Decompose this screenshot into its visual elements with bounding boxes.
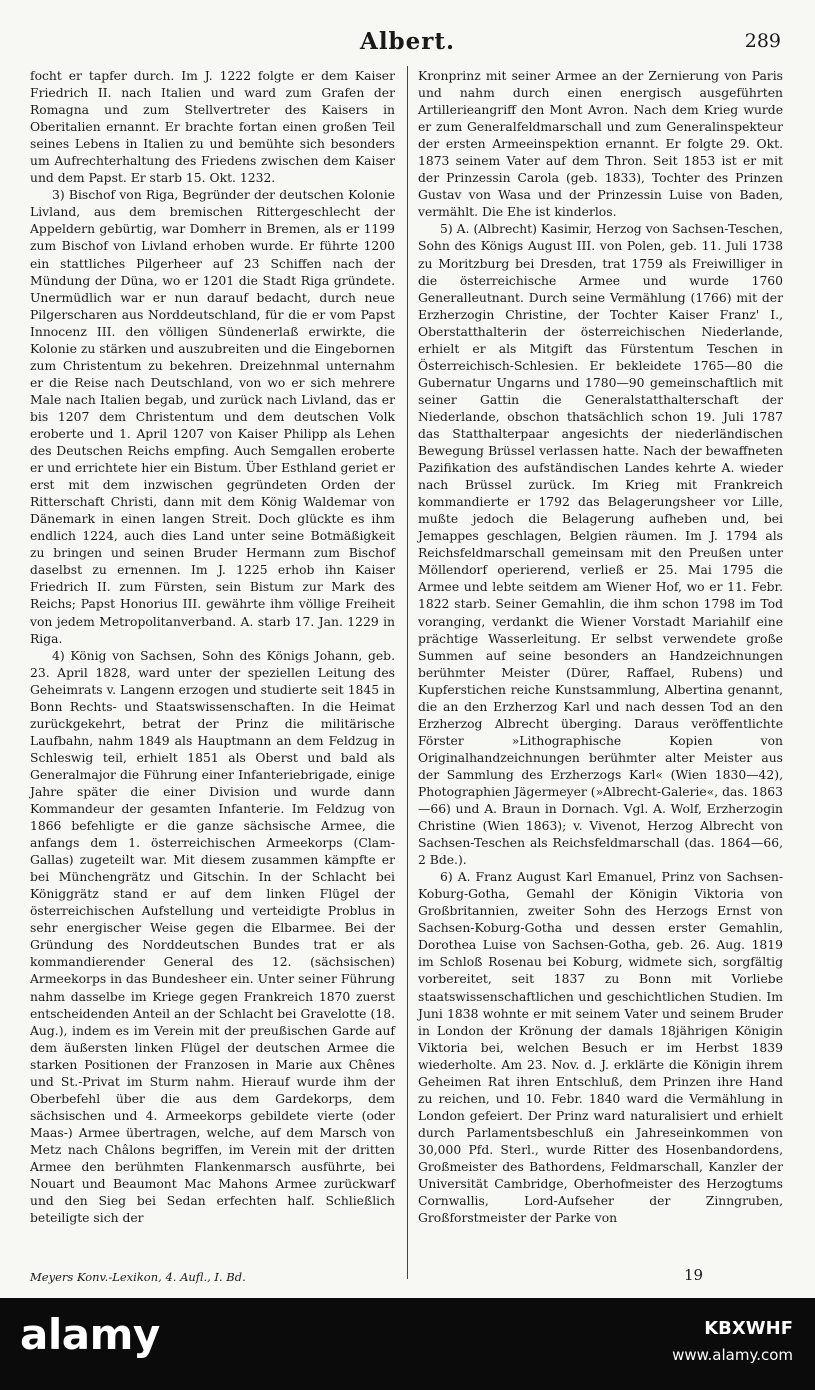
- signature-mark: 19: [684, 1266, 704, 1284]
- paragraph: 3) Bischof von Riga, Begründer der deutschen Kolonie Livland, aus dem bremischen Rittergeschlecht der Appeldern gebürtig, war Domherr in Bremen, als er 1199 zum Bischof von Livland erhoben wurde. Er führte 1200 ein stattliches Pilgerheer auf 23 Schiffen nach der Mündung der Düna, wo er 1201 die Stadt Riga gründete. Unermüdlich war er nun darauf bedacht, durch neue Pilgerscharen aus Norddeutschland, für die er vom Papst Innocenz III. den völligen Sündenerlaß erwirkte, die Kolonie zu stärken und auszubreiten und die Eingebornen zum Christentum zu bekehren. Dreizehnmal unternahm er die Reise nach Deutschland, von wo er sich mehrere Male nach Italien begab, und zurück nach Livland, das er bis 1207 dem Christentum und dem deutschen Volk eroberte und 1. April 1207 von Kaiser Philipp als Lehen des Deutschen Reichs empfing. Auch Semgallen eroberte er und errichtete hier ein Bistum. Über Esthland geriet er erst mit dem inzwischen gegründeten Orden der Ritterschaft Christi, dann mit dem König Waldemar von Dänemark in einen langen Streit. Doch glückte es ihm endlich 1224, auch dies Land unter seine Botmäßigkeit zu bringen und seinen Bruder Hermann zum Bischof daselbst zu ernennen. Im J. 1225 erhob ihn Kaiser Friedrich II. zum Fürsten, sein Bistum zur Mark des Reichs; Papst Honorius III. gewährte ihm völlige Freiheit von jedem Metropolitanverband. A. starb 17. Jan. 1229 in Riga.: [30, 188, 395, 646]
- page-title: Albert.: [359, 28, 456, 55]
- left-column: [30, 68, 395, 1227]
- page-header: [0, 26, 815, 56]
- paragraph: focht er tapfer durch. Im J. 1222 folgte er dem Kaiser Friedrich II. nach Italien und ward zum Grafen der Romagna und zum Stellvertreter des Kaisers in Oberitalien ernannt. Er brachte fortan einen großen Teil seines Lebens in Italien zu und bemühte sich besonders um Aufrechterhaltung des Friedens zwischen dem Kaiser und dem Papst. Er starb 15. Okt. 1232.: [30, 69, 395, 186]
- page-number: 289: [744, 30, 781, 52]
- paragraph: 6) A. Franz August Karl Emanuel, Prinz von Sachsen-Koburg-Gotha, Gemahl der Königin Viktoria von Großbritannien, zweiter Sohn des Herzogs Ernst von Sachsen-Koburg-Gotha und dessen erster Gemahlin, Dorothea Luise von Sachsen-Gotha, geb. 26. Aug. 1819 im Schloß Rosenau bei Koburg, widmete sich, sorgfältig vorbereitet, seit 1837 zu Bonn mit Vorliebe staatswissenschaftlichen und geschichtlichen Studien. Im Juni 1838 wohnte er mit seinem Vater und seinem Bruder in London der Krönung der damals 18jährigen Königin Viktoria bei, welchen Besuch er im Herbst 1839 wiederholte. Am 23. Nov. d. J. erklärte die Königin ihrem Geheimen Rat ihren Entschluß, dem Prinzen ihre Hand zu reichen, und 10. Febr. 1840 ward die Vermählung in London gefeiert. Der Prinz ward naturalisiert und erhielt durch Parlamentsbeschluß ein Jahreseinkommen von 30,000 Pfd. Sterl., wurde Ritter des Hosenbandordens, Großmeister des Bathordens, Feldmarschall, Kanzler der Universität Cambridge, Oberhofmeister des Herzogtums Cornwallis, Lord-Aufseher der Zinngruben, Großforstmeister der Parke von: [418, 870, 783, 1226]
- right-column: [418, 68, 783, 1227]
- paragraph: 4) König von Sachsen, Sohn des Königs Johann, geb. 23. April 1828, ward unter der speziellen Leitung des Geheimrats v. Langenn erzogen und studierte seit 1845 in Bonn Rechts- und Staatswissenschaften. In die Heimat zurückgekehrt, betrat der Prinz die militärische Laufbahn, nahm 1849 als Hauptmann an dem Feldzug in Schleswig teil, erhielt 1851 als Oberst und bald als Generalmajor die Führung einer Infanteriebrigade, einige Jahre später die einer Division und wurde dann Kommandeur der gesamten Infanterie. Im Feldzug von 1866 befehligte er die ganze sächsische Armee, die anfangs dem 1. österreichischen Armeekorps (Clam-Gallas) zugeteilt war. Mit diesem zusammen kämpfte er bei Münchengrätz und Gitschin. In der Schlacht bei Königgrätz stand er auf dem linken Flügel der österreichischen Aufstellung und verteidigte Problus in sehr energischer Weise gegen die Elbarmee. Bei der Gründung des Norddeutschen Bundes trat er als kommandierender General des 12. (sächsischen) Armeekorps in das Bundesheer ein. Unter seiner Führung nahm dasselbe im Kriege gegen Frankreich 1870 zuerst entscheidenden Anteil an der Schlacht bei Gravelotte (18. Aug.), indem es im Verein mit der preußischen Garde auf dem äußersten linken Flügel der deutschen Armee die starken Positionen der Franzosen in Marie aux Chênes und St.-Privat im Sturm nahm. Hierauf wurde ihm der Oberbefehl über die aus dem Gardekorps, dem sächsischen und 4. Armeekorps gebildete vierte (oder Maas-) Armee übertragen, welche, auf dem Marsch von Metz nach Châlons begriffen, im Verein mit der dritten Armee den berühmten Flankenmarsch ausführte, bei Nouart und Beaumont Mac Mahons Armee zurückwarf und den Sieg bei Sedan erfechten half. Schließlich beteiligte sich der: [30, 648, 395, 1226]
- watermark-logo: alamy: [20, 1310, 160, 1359]
- watermark-image-id: KBXWHF: [704, 1318, 793, 1339]
- paragraph: 5) A. (Albrecht) Kasimir, Herzog von Sachsen-Teschen, Sohn des Königs August III. von Polen, geb. 11. Juli 1738 zu Moritzburg bei Dresden, trat 1759 als Freiwilliger in die österreichische Armee und wurde 1760 Generalleutnant. Durch seine Vermählung (1766) mit der Erzherzogin Christine, der Tochter Kaiser Franz' I., Oberstatthalterin der österreichischen Niederlande, erhielt er als Mitgift das Fürstentum Teschen in Österreichisch-Schlesien. Er bekleidete 1765—80 die Gubernatur Ungarns und 1780—90 gemeinschaftlich mit seiner Gattin die Generalstatthalterschaft der Niederlande, obschon thatsächlich schon 19. Juli 1787 das Statthalterpaar angesichts der niederländischen Bewegung Brüssel verlassen hatte. Nach der bewaffneten Pazifikation des aufständischen Landes kehrte A. wieder nach Brüssel zurück. Im Krieg mit Frankreich kommandierte er 1792 das Belagerungsheer vor Lille, mußte jedoch die Belagerung aufheben und, bei Jemappes geschlagen, Belgien räumen. Im J. 1794 als Reichsfeldmarschall gemeinsam mit den Preußen unter Möllendorf operierend, verließ er 25. Mai 1795 die Armee und lebte seitdem am Wiener Hof, wo er 11. Febr. 1822 starb. Seiner Gemahlin, die ihm schon 1798 im Tod voranging, verdankt die Wiener Vorstadt Mariahilf eine prächtige Wasserleitung. Er selbst verwendete große Summen auf seine besonders an Handzeichnungen berühmter Meister (Dürer, Raffael, Rubens) und Kupferstichen reiche Kunstsammlung, Albertina genannt, die an den Erzherzog Karl und nach dessen Tod an den Erzherzog Albrecht überging. Daraus veröffentlichte Förster »Lithographische Kopien von Originalhandzeichnungen berühmter alter Meister aus der Sammlung des Erzherzogs Karl« (Wien 1830—42), Photographien Jägermeyer (»Albrecht-Galerie«, das. 1863—66) und A. Braun in Dornach. Vgl. A. Wolf, Erzherzogin Christine (Wien 1863); v. Vivenot, Herzog Albrecht von Sachsen-Teschen als Reichsfeldmarschall (das. 1864—66, 2 Bde.).: [418, 222, 783, 868]
- column-divider: [407, 66, 408, 1279]
- paragraph: Kronprinz mit seiner Armee an der Zernierung von Paris und nahm durch einen energisch ausgeführten Artillerieangriff den Mont Avron. Nach dem Krieg wurde er zum Generalfeldmarschall und zum Generalinspekteur der ersten Armeeinspektion ernannt. Er folgte 29. Okt. 1873 seinem Vater auf dem Thron. Seit 1853 ist er mit der Prinzessin Carola (geb. 1833), Tochter des Prinzen Gustav von Wasa und der Prinzessin Luise von Baden, vermählt. Die Ehe ist kinderlos.: [418, 69, 783, 220]
- source-note: Meyers Konv.-Lexikon, 4. Aufl., I. Bd.: [30, 1270, 246, 1284]
- watermark-url: www.alamy.com: [672, 1346, 793, 1364]
